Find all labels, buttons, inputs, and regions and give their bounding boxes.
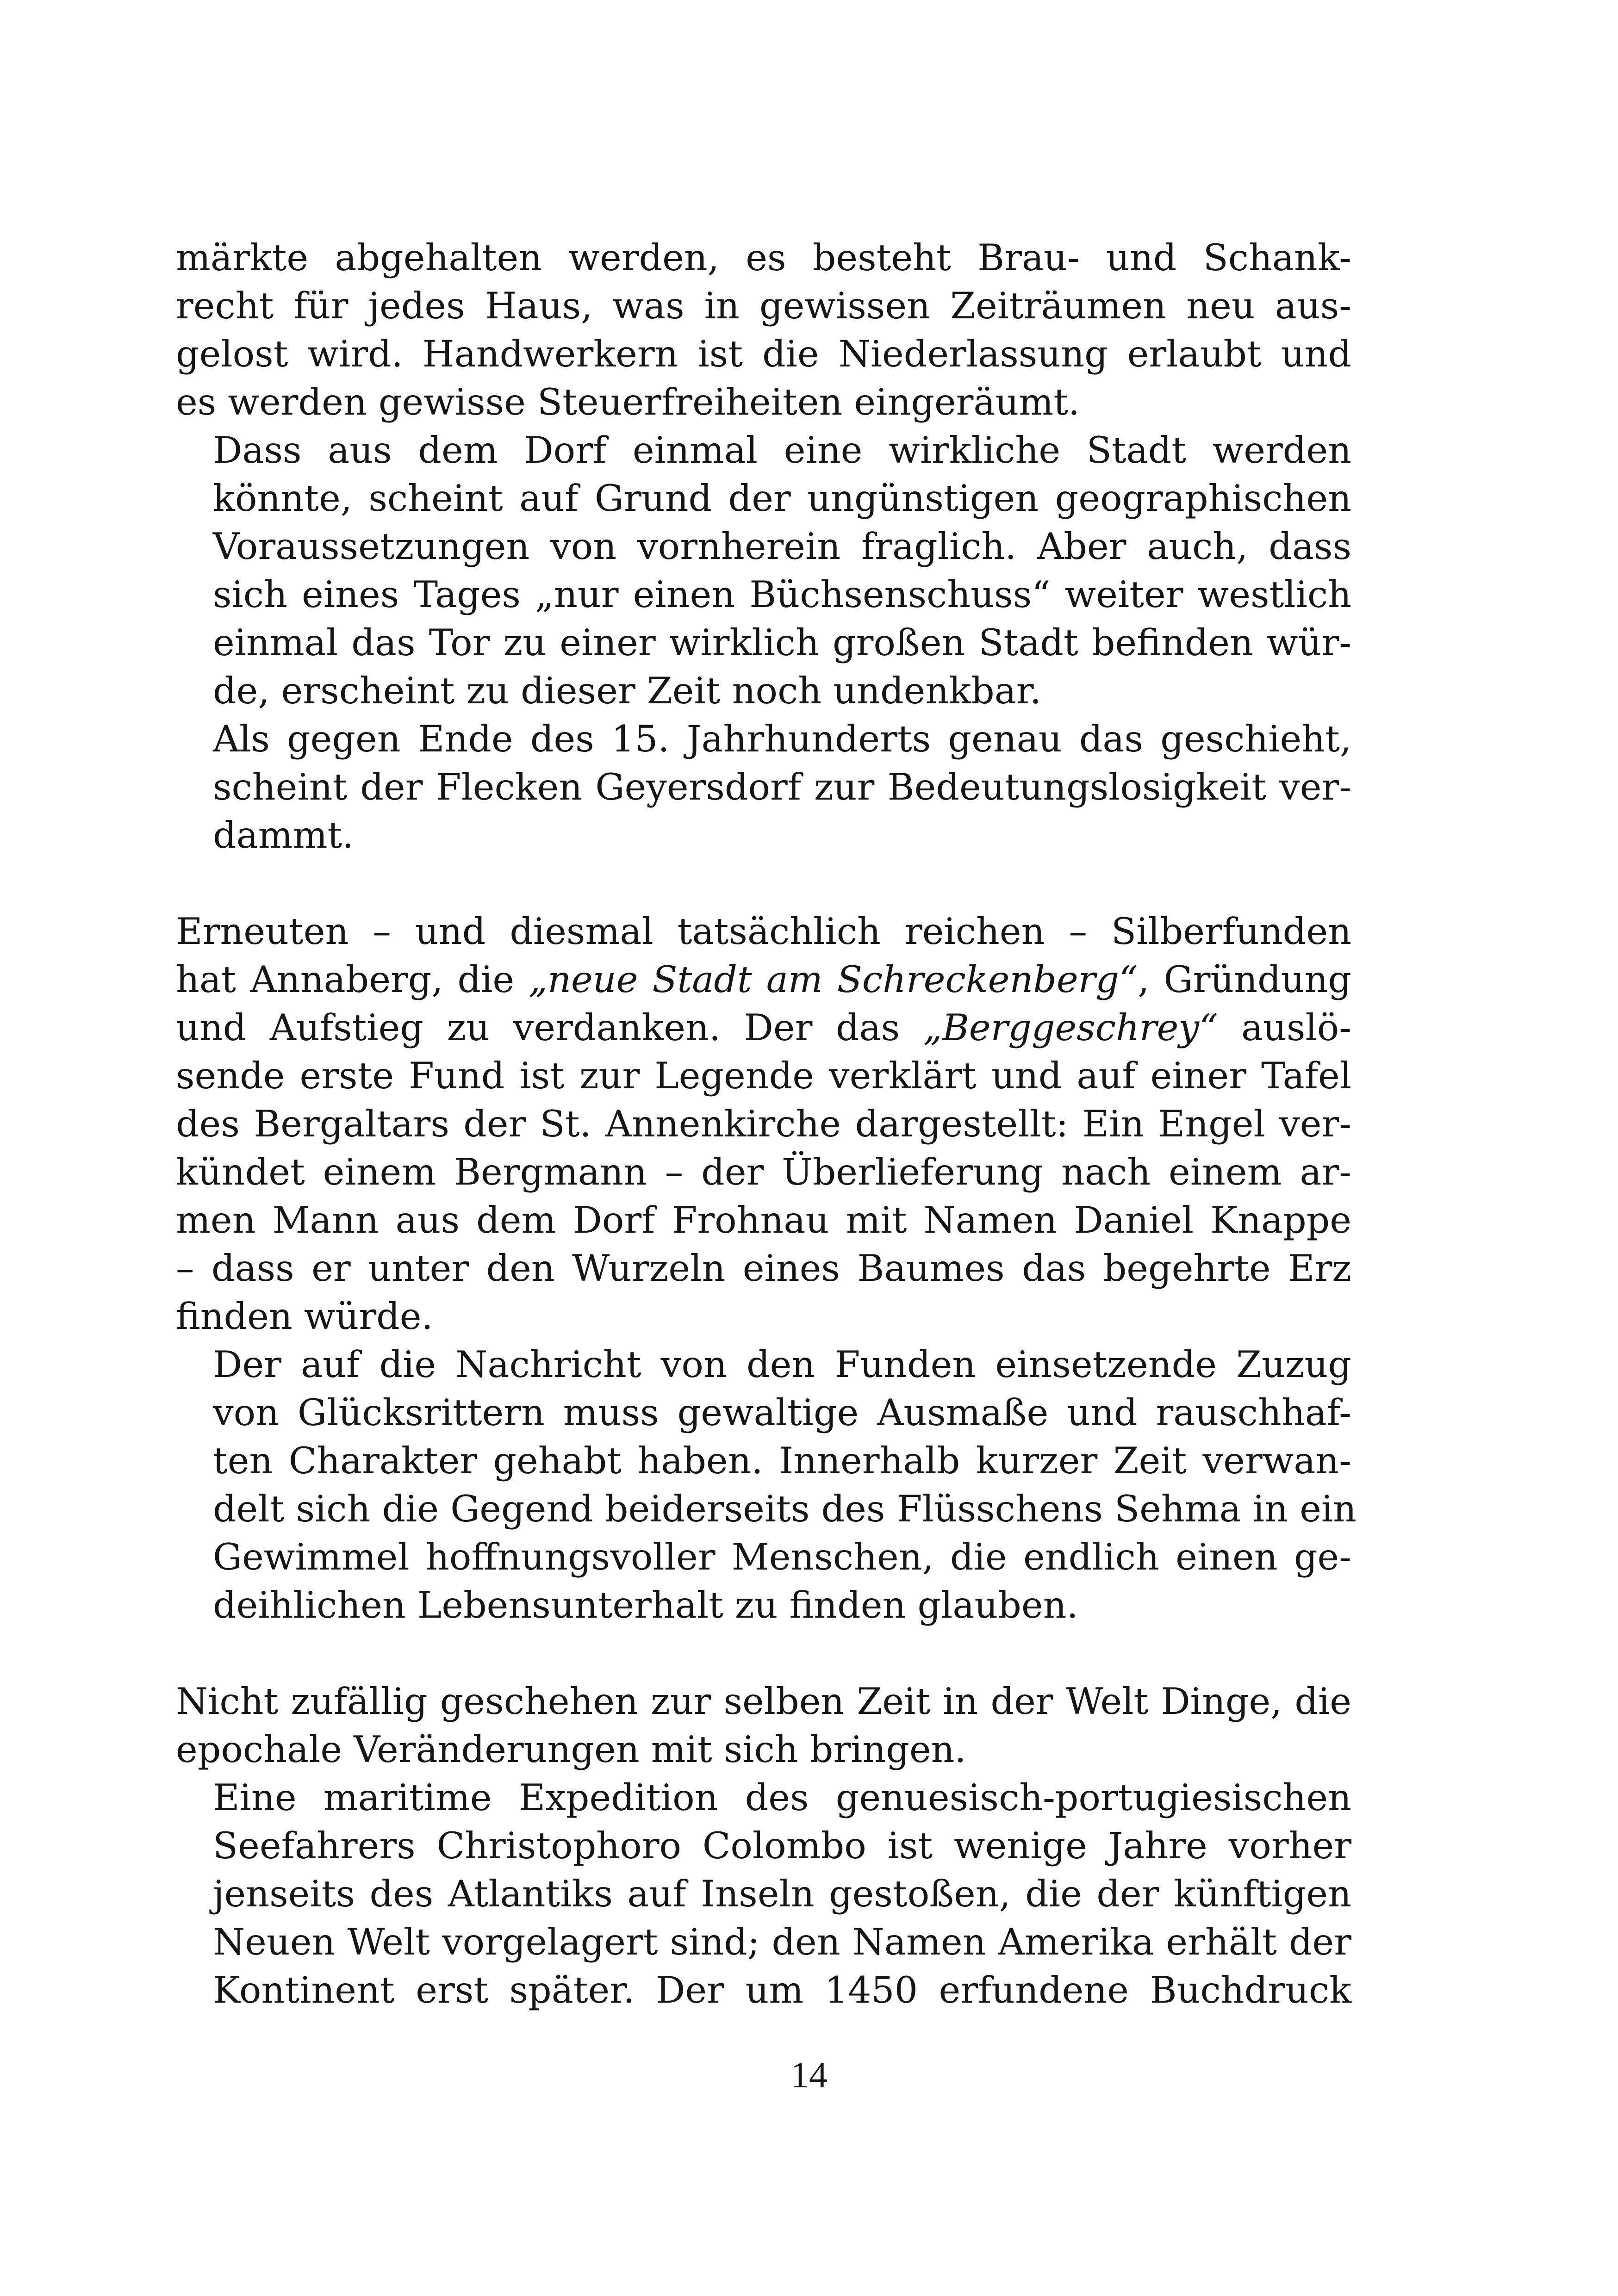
text-line: märkte abgehalten werden, es besteht Brau- und Schank-	[176, 236, 1351, 279]
text-line: sende erste Fund ist zur Legende verklärt und auf einer Tafel	[176, 1055, 1351, 1097]
text-line: Der auf die Nachricht von den Funden einsetzende Zuzug	[213, 1343, 1351, 1386]
text-line: finden würde.	[176, 1295, 433, 1338]
paragraph	[176, 426, 1351, 715]
italic-phrase: „Berggeschrey“	[923, 1006, 1218, 1049]
text-line: deihlichen Lebensunterhalt zu finden glauben.	[213, 1584, 1078, 1626]
text-line: gelost wird. Handwerkern ist die Niederlassung erlaubt und	[176, 333, 1351, 375]
text-line: jenseits des Atlantiks auf Inseln gestoßen, die der künftigen	[213, 1873, 1351, 1915]
text-line: Gewimmel hoffnungsvoller Menschen, die endlich einen ge-	[213, 1536, 1351, 1578]
text-line: Kontinent erst später. Der um 1450 erfundene Buchdruck	[213, 1969, 1351, 2011]
paragraph	[176, 715, 1351, 859]
paragraph	[176, 907, 1351, 1340]
page-number: 14	[790, 2055, 828, 2096]
text-line: men Mann aus dem Dorf Frohnau mit Namen Daniel Knappe	[176, 1199, 1351, 1241]
text-line: kündet einem Bergmann – der Überlieferung nach einem ar-	[176, 1151, 1351, 1193]
paragraph	[176, 1774, 1351, 2014]
text-line: – dass er unter den Wurzeln eines Baumes das begehrte Erz	[176, 1247, 1351, 1290]
text-line: Nicht zufällig geschehen zur selben Zeit in der Welt Dinge, die	[176, 1680, 1351, 1723]
text-line: hat Annaberg, die „neue Stadt am Schreckenberg“, Gründung	[176, 958, 1351, 1001]
paragraph	[176, 234, 1351, 426]
text-line: einmal das Tor zu einer wirklich großen Stadt befinden wür-	[213, 621, 1351, 664]
text-line: sich eines Tages „nur einen Büchsenschuss“ weiter westlich	[213, 573, 1351, 616]
paragraph	[176, 1677, 1351, 1774]
text-line: Als gegen Ende des 15. Jahrhunderts genau das geschieht,	[213, 718, 1351, 760]
text-line: könnte, scheint auf Grund der ungünstigen geographischen	[213, 477, 1351, 520]
text-line: Seefahrers Christophoro Colombo ist wenige Jahre vorher	[213, 1824, 1351, 1867]
text-line: scheint der Flecken Geyersdorf zur Bedeutungslosigkeit ver-	[213, 766, 1351, 808]
text-line: ten Charakter gehabt haben. Innerhalb kurzer Zeit verwan-	[213, 1440, 1351, 1482]
text-line: Dass aus dem Dorf einmal eine wirkliche Stadt werden	[213, 429, 1351, 472]
text-line: Neuen Welt vorgelagert sind; den Namen Amerika erhält der	[213, 1921, 1351, 1963]
text-line: und Aufstieg zu verdanken. Der das „Berggeschrey“ auslö-	[176, 1006, 1351, 1049]
text-line: Eine maritime Expedition des genuesisch-portugiesischen	[213, 1776, 1351, 1819]
text-line: Erneuten – und diesmal tatsächlich reichen – Silberfunden	[176, 910, 1351, 953]
text-line: de, erscheint zu dieser Zeit noch undenkbar.	[213, 670, 1041, 712]
text-line: recht für jedes Haus, was in gewissen Zeiträumen neu aus-	[176, 285, 1351, 327]
text-line: dammt.	[213, 814, 354, 856]
text-line: des Bergaltars der St. Annenkirche dargestellt: Ein Engel ver-	[176, 1103, 1351, 1145]
italic-phrase: „neue Stadt am Schreckenberg“	[529, 958, 1138, 1001]
paragraph	[176, 1340, 1357, 1629]
text-line: epochale Veränderungen mit sich bringen.	[176, 1728, 966, 1771]
text-line: von Glücksrittern muss gewaltige Ausmaße und rauschhaf-	[213, 1391, 1351, 1434]
page-body	[176, 234, 1357, 2014]
text-line: es werden gewisse Steuerfreiheiten eingeräumt.	[176, 381, 1080, 423]
text-line: delt sich die Gegend beiderseits des Flüsschens Sehma in ein	[213, 1488, 1357, 1530]
text-line: Voraussetzungen von vornherein fraglich. Aber auch, dass	[213, 525, 1351, 568]
